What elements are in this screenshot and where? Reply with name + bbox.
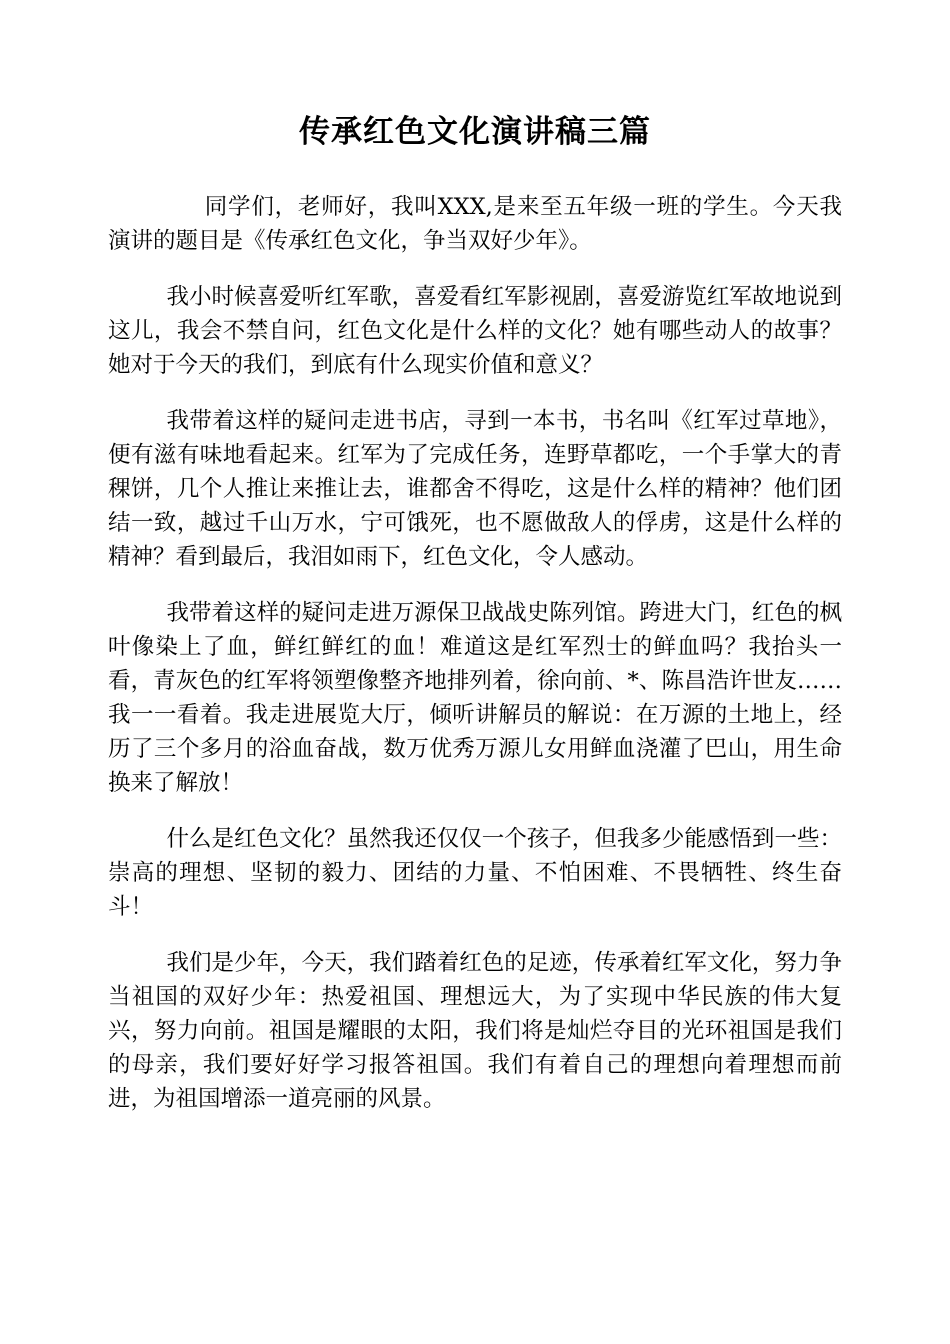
paragraph-2: 我小时候喜爱听红军歌，喜爱看红军影视剧，喜爱游览红军故地说到这儿，我会不禁自问，红色文化是什么样的文化？她有哪些动人的故事？她对于今天的我们，到底有什么现实价值和意义？	[108, 284, 842, 378]
document-body	[108, 190, 842, 1138]
paragraph-1: 同学们，老师好，我叫XXX,是来至五年级一班的学生。今天我演讲的题目是《传承红色文化，争当双好少年》。	[108, 194, 842, 254]
paragraph-6: 我们是少年，今天，我们踏着红色的足迹，传承着红军文化，努力争当祖国的双好少年：热爱祖国、理想远大，为了实现中华民族的伟大复兴，努力向前。祖国是耀眼的太阳，我们将是灿烂夺目的光环祖国是我们的母亲，我们要好好学习报答祖国。我们有着自己的理想向着理想而前进，为祖国增添一道亮丽的风景。	[108, 950, 842, 1112]
paragraph-3: 我带着这样的疑问走进书店，寻到一本书，书名叫《红军过草地》，便有滋有味地看起来。红军为了完成任务，连野草都吃，一个手掌大的青稞饼，几个人推让来推让去，谁都舍不得吃，这是什么样的精神？他们团结一致，越过千山万水，宁可饿死，也不愿做敌人的俘虏，这是什么样的精神？看到最后，我泪如雨下，红色文化，令人感动。	[108, 408, 842, 570]
paragraph-5: 什么是红色文化？虽然我还仅仅一个孩子，但我多少能感悟到一些：崇高的理想、坚韧的毅力、团结的力量、不怕困难、不畏牺牲、终生奋斗！	[108, 826, 842, 920]
paragraph-4: 我带着这样的疑问走进万源保卫战战史陈列馆。跨进大门，红色的枫叶像染上了血，鲜红鲜红的血！难道这是红军烈士的鲜血吗？我抬头一看，青灰色的红军将领塑像整齐地排列着，徐向前、*、陈昌浩许世友……我一一看着。我走进展览大厅，倾听讲解员的解说：在万源的土地上，经历了三个多月的浴血奋战，数万优秀万源儿女用鲜血浇灌了巴山，用生命换来了解放！	[108, 600, 842, 796]
document-title: 传承红色文化演讲稿三篇	[299, 114, 651, 150]
